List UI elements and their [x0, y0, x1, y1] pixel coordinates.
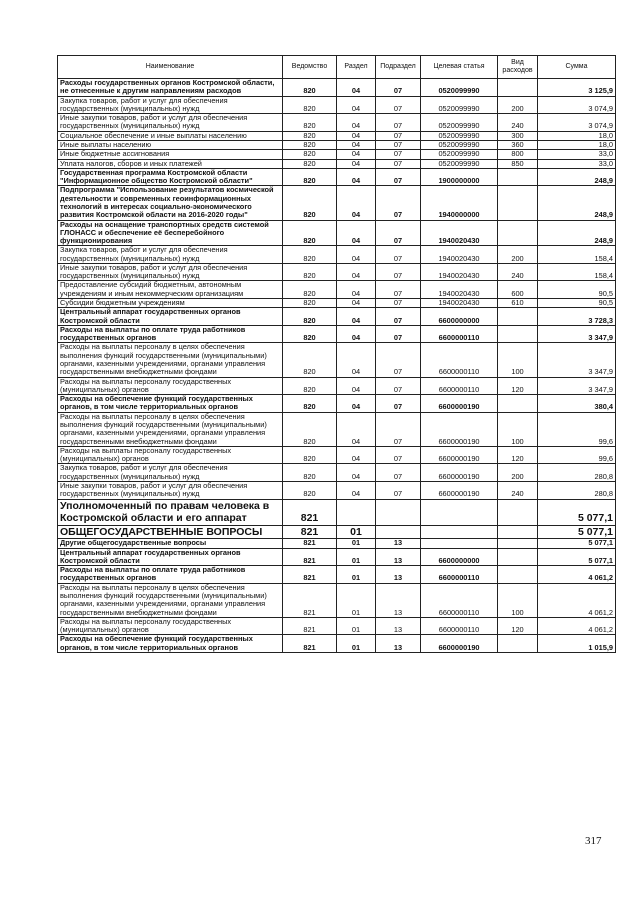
cell-subsection: 07: [376, 168, 421, 186]
cell-expense-type: 610: [498, 299, 538, 308]
cell-subsection: 07: [376, 246, 421, 264]
cell-subsection: 13: [376, 548, 421, 566]
cell-section: 01: [337, 525, 376, 539]
table-row: [58, 325, 616, 343]
cell-sum: 3 347,9: [538, 343, 616, 377]
header-department: Ведомство: [283, 56, 337, 79]
cell-subsection: 07: [376, 79, 421, 97]
table-body: [58, 79, 616, 653]
cell-department: 821: [283, 617, 337, 635]
table-row: [58, 539, 616, 548]
cell-target-item: 1940020430: [421, 281, 498, 299]
cell-expense-type: 100: [498, 343, 538, 377]
cell-name: Закупка товаров, работ и услуг для обеспечения государственных (муниципальных) нужд: [58, 464, 283, 482]
table-row: [58, 263, 616, 281]
cell-sum: 280,8: [538, 464, 616, 482]
cell-expense-type: [498, 395, 538, 413]
cell-section: 04: [337, 79, 376, 97]
cell-target-item: 6600000110: [421, 325, 498, 343]
cell-target-item: 0520099990: [421, 131, 498, 140]
cell-department: 820: [283, 246, 337, 264]
table-row: [58, 96, 616, 114]
cell-section: 01: [337, 583, 376, 617]
cell-subsection: 07: [376, 186, 421, 220]
cell-sum: 3 074,9: [538, 114, 616, 132]
cell-name: Центральный аппарат государственных органов Костромской области: [58, 308, 283, 326]
cell-expense-type: 240: [498, 263, 538, 281]
cell-section: 04: [337, 281, 376, 299]
cell-name: Расходы государственных органов Костромской области, не отнесенные к другим направлениям расходов: [58, 79, 283, 97]
header-section: Раздел: [337, 56, 376, 79]
cell-section: 04: [337, 343, 376, 377]
cell-target-item: 0520099990: [421, 79, 498, 97]
cell-name: Расходы на выплаты персоналу в целях обеспечения выполнения функций государственными (муниципальными) органами, казенными учреждениями, органами управления государственными внебюджетными фондами: [58, 412, 283, 446]
cell-subsection: 07: [376, 140, 421, 149]
cell-name: Расходы на обеспечение функций государственных органов, в том числе территориальных органов: [58, 635, 283, 653]
cell-subsection: 13: [376, 539, 421, 548]
cell-target-item: 0520099990: [421, 150, 498, 159]
cell-expense-type: [498, 499, 538, 525]
cell-department: 820: [283, 159, 337, 168]
cell-subsection: 07: [376, 299, 421, 308]
cell-name: Расходы на выплаты по оплате труда работников государственных органов: [58, 566, 283, 584]
cell-department: 820: [283, 325, 337, 343]
cell-section: 04: [337, 263, 376, 281]
cell-section: 04: [337, 140, 376, 149]
cell-department: 820: [283, 481, 337, 499]
cell-target-item: 1940020430: [421, 263, 498, 281]
cell-subsection: 13: [376, 635, 421, 653]
cell-subsection: 13: [376, 583, 421, 617]
cell-sum: 158,4: [538, 246, 616, 264]
cell-name: Расходы на выплаты персоналу в целях обеспечения выполнения функций государственными (муниципальными) органами, казенными учреждениями, органами управления государственными внебюджетными фондами: [58, 583, 283, 617]
cell-section: 04: [337, 481, 376, 499]
cell-expense-type: 100: [498, 412, 538, 446]
cell-department: 821: [283, 525, 337, 539]
cell-department: 820: [283, 131, 337, 140]
cell-section: 04: [337, 395, 376, 413]
cell-section: [337, 499, 376, 525]
cell-subsection: 07: [376, 131, 421, 140]
cell-sum: 248,9: [538, 220, 616, 246]
cell-section: 04: [337, 412, 376, 446]
cell-target-item: 6600000110: [421, 617, 498, 635]
cell-section: 04: [337, 308, 376, 326]
cell-target-item: 6600000190: [421, 481, 498, 499]
table-row: [58, 395, 616, 413]
cell-subsection: 07: [376, 220, 421, 246]
table-row: [58, 464, 616, 482]
table-row: [58, 186, 616, 220]
cell-section: 04: [337, 220, 376, 246]
cell-department: 820: [283, 412, 337, 446]
cell-sum: 380,4: [538, 395, 616, 413]
cell-expense-type: 120: [498, 617, 538, 635]
cell-name: Закупка товаров, работ и услуг для обеспечения государственных (муниципальных) нужд: [58, 96, 283, 114]
table-row: [58, 343, 616, 377]
cell-target-item: 6600000110: [421, 583, 498, 617]
cell-sum: 18,0: [538, 131, 616, 140]
cell-department: 820: [283, 395, 337, 413]
budget-table: [57, 55, 616, 653]
cell-subsection: [376, 525, 421, 539]
cell-target-item: 6600000190: [421, 446, 498, 464]
cell-sum: 99,6: [538, 412, 616, 446]
cell-department: 820: [283, 186, 337, 220]
cell-subsection: 07: [376, 308, 421, 326]
page-number: 317: [585, 835, 602, 847]
cell-expense-type: 200: [498, 246, 538, 264]
cell-subsection: 07: [376, 464, 421, 482]
cell-department: 821: [283, 499, 337, 525]
cell-subsection: 07: [376, 159, 421, 168]
cell-section: 04: [337, 159, 376, 168]
cell-subsection: 07: [376, 343, 421, 377]
cell-expense-type: [498, 566, 538, 584]
cell-name: Подпрограмма "Использование результатов космической деятельности и современных геоинформационных технологий в интересах социально-экономического развития Костромской области на 2016-2020 годы": [58, 186, 283, 220]
cell-expense-type: [498, 186, 538, 220]
cell-name: Иные закупки товаров, работ и услуг для обеспечения государственных (муниципальных) нужд: [58, 481, 283, 499]
table-row: [58, 481, 616, 499]
cell-sum: 3 125,9: [538, 79, 616, 97]
cell-target-item: 1940020430: [421, 246, 498, 264]
cell-department: 821: [283, 635, 337, 653]
cell-name: Расходы на выплаты по оплате труда работников государственных органов: [58, 325, 283, 343]
cell-name: Расходы на обеспечение функций государственных органов, в том числе территориальных органов: [58, 395, 283, 413]
cell-sum: 4 061,2: [538, 583, 616, 617]
cell-sum: 280,8: [538, 481, 616, 499]
cell-department: 820: [283, 281, 337, 299]
table-row: [58, 140, 616, 149]
cell-department: 820: [283, 263, 337, 281]
cell-section: 04: [337, 246, 376, 264]
cell-expense-type: [498, 220, 538, 246]
cell-expense-type: [498, 168, 538, 186]
cell-section: 04: [337, 299, 376, 308]
cell-target-item: [421, 539, 498, 548]
cell-sum: 3 347,9: [538, 325, 616, 343]
cell-name: Центральный аппарат государственных органов Костромской области: [58, 548, 283, 566]
table-row: [58, 566, 616, 584]
cell-expense-type: [498, 548, 538, 566]
cell-name: ОБЩЕГОСУДАРСТВЕННЫЕ ВОПРОСЫ: [58, 525, 283, 539]
cell-expense-type: 240: [498, 114, 538, 132]
cell-department: 820: [283, 79, 337, 97]
cell-target-item: [421, 525, 498, 539]
cell-expense-type: 600: [498, 281, 538, 299]
cell-expense-type: 360: [498, 140, 538, 149]
cell-name: Иные бюджетные ассигнования: [58, 150, 283, 159]
cell-department: 820: [283, 140, 337, 149]
table-row: [58, 220, 616, 246]
cell-sum: 4 061,2: [538, 566, 616, 584]
cell-sum: 4 061,2: [538, 617, 616, 635]
cell-subsection: 07: [376, 412, 421, 446]
cell-section: 01: [337, 539, 376, 548]
cell-sum: 33,0: [538, 150, 616, 159]
cell-name: Уплата налогов, сборов и иных платежей: [58, 159, 283, 168]
cell-subsection: 07: [376, 281, 421, 299]
cell-section: 01: [337, 548, 376, 566]
cell-section: 04: [337, 464, 376, 482]
cell-department: 820: [283, 114, 337, 132]
cell-target-item: 6600000190: [421, 395, 498, 413]
cell-sum: 248,9: [538, 168, 616, 186]
cell-target-item: 1940020430: [421, 299, 498, 308]
table-row: [58, 548, 616, 566]
cell-sum: 90,5: [538, 281, 616, 299]
cell-target-item: 0520099990: [421, 114, 498, 132]
cell-subsection: 13: [376, 617, 421, 635]
cell-section: 04: [337, 168, 376, 186]
cell-department: 820: [283, 377, 337, 395]
table-row: [58, 308, 616, 326]
table-row: [58, 246, 616, 264]
cell-section: 01: [337, 617, 376, 635]
cell-department: 820: [283, 168, 337, 186]
cell-sum: 158,4: [538, 263, 616, 281]
cell-sum: 5 077,1: [538, 548, 616, 566]
table-row: [58, 377, 616, 395]
cell-expense-type: [498, 308, 538, 326]
cell-name: Предоставление субсидий бюджетным, автономным учреждениям и иным некоммерческим организациям: [58, 281, 283, 299]
table-header-row: [58, 56, 616, 79]
cell-subsection: 13: [376, 566, 421, 584]
cell-subsection: 07: [376, 96, 421, 114]
cell-name: Расходы на выплаты персоналу государственных (муниципальных) органов: [58, 446, 283, 464]
cell-subsection: 07: [376, 481, 421, 499]
table-row: [58, 131, 616, 140]
cell-department: 820: [283, 220, 337, 246]
header-subsection: Подраздел: [376, 56, 421, 79]
cell-sum: 5 077,1: [538, 525, 616, 539]
cell-expense-type: [498, 525, 538, 539]
cell-subsection: 07: [376, 114, 421, 132]
cell-target-item: 6600000110: [421, 566, 498, 584]
cell-section: 01: [337, 635, 376, 653]
cell-subsection: 07: [376, 395, 421, 413]
table-row: [58, 499, 616, 525]
cell-department: 820: [283, 308, 337, 326]
table-row: [58, 583, 616, 617]
cell-section: 04: [337, 96, 376, 114]
cell-target-item: 0520099990: [421, 140, 498, 149]
cell-target-item: 6600000190: [421, 464, 498, 482]
cell-sum: 5 077,1: [538, 539, 616, 548]
cell-name: Другие общегосударственные вопросы: [58, 539, 283, 548]
cell-name: Иные закупки товаров, работ и услуг для обеспечения государственных (муниципальных) нужд: [58, 114, 283, 132]
cell-expense-type: 850: [498, 159, 538, 168]
table-row: [58, 525, 616, 539]
cell-department: 821: [283, 548, 337, 566]
table-row: [58, 446, 616, 464]
cell-section: 04: [337, 114, 376, 132]
cell-section: 04: [337, 150, 376, 159]
cell-sum: 3 347,9: [538, 377, 616, 395]
cell-sum: 90,5: [538, 299, 616, 308]
cell-subsection: 07: [376, 377, 421, 395]
table-row: [58, 299, 616, 308]
header-expense-type: Вид расходов: [498, 56, 538, 79]
cell-target-item: [421, 499, 498, 525]
cell-subsection: [376, 499, 421, 525]
cell-expense-type: 100: [498, 583, 538, 617]
cell-sum: 5 077,1: [538, 499, 616, 525]
table-row: [58, 617, 616, 635]
cell-target-item: 6600000190: [421, 412, 498, 446]
cell-section: 04: [337, 186, 376, 220]
cell-expense-type: [498, 539, 538, 548]
cell-sum: 1 015,9: [538, 635, 616, 653]
table-row: [58, 114, 616, 132]
cell-target-item: 6600000000: [421, 548, 498, 566]
cell-name: Расходы на оснащение транспортных средств системой ГЛОНАСС и обеспечение её бесперебойного функционирования: [58, 220, 283, 246]
cell-name: Социальное обеспечение и иные выплаты населению: [58, 131, 283, 140]
cell-target-item: 6600000110: [421, 377, 498, 395]
cell-subsection: 07: [376, 150, 421, 159]
cell-subsection: 07: [376, 325, 421, 343]
cell-sum: 3 074,9: [538, 96, 616, 114]
cell-department: 820: [283, 150, 337, 159]
table-row: [58, 79, 616, 97]
cell-expense-type: 200: [498, 96, 538, 114]
cell-name: Субсидии бюджетным учреждениям: [58, 299, 283, 308]
cell-target-item: 0520099990: [421, 96, 498, 114]
cell-expense-type: [498, 635, 538, 653]
cell-subsection: 07: [376, 446, 421, 464]
cell-expense-type: 120: [498, 377, 538, 395]
cell-name: Расходы на выплаты персоналу государственных (муниципальных) органов: [58, 377, 283, 395]
table-row: [58, 281, 616, 299]
cell-sum: 3 728,3: [538, 308, 616, 326]
cell-name: Расходы на выплаты персоналу государственных (муниципальных) органов: [58, 617, 283, 635]
cell-name: Закупка товаров, работ и услуг для обеспечения государственных (муниципальных) нужд: [58, 246, 283, 264]
cell-name: Уполномоченный по правам человека в Костромской области и его аппарат: [58, 499, 283, 525]
cell-section: 01: [337, 566, 376, 584]
cell-target-item: 1940000000: [421, 186, 498, 220]
cell-target-item: 6600000110: [421, 343, 498, 377]
cell-name: Иные закупки товаров, работ и услуг для обеспечения государственных (муниципальных) нужд: [58, 263, 283, 281]
cell-department: 820: [283, 343, 337, 377]
table-row: [58, 150, 616, 159]
cell-section: 04: [337, 446, 376, 464]
table-row: [58, 412, 616, 446]
cell-expense-type: 200: [498, 464, 538, 482]
cell-expense-type: 300: [498, 131, 538, 140]
cell-sum: 33,0: [538, 159, 616, 168]
table-row: [58, 635, 616, 653]
cell-name: Расходы на выплаты персоналу в целях обеспечения выполнения функций государственными (муниципальными) органами, казенными учреждениями, органами управления государственными внебюджетными фондами: [58, 343, 283, 377]
cell-subsection: 07: [376, 263, 421, 281]
cell-expense-type: 800: [498, 150, 538, 159]
table-row: [58, 168, 616, 186]
cell-department: 820: [283, 96, 337, 114]
header-name: Наименование: [58, 56, 283, 79]
header-sum: Сумма: [538, 56, 616, 79]
cell-target-item: 6600000190: [421, 635, 498, 653]
cell-department: 820: [283, 446, 337, 464]
cell-sum: 248,9: [538, 186, 616, 220]
cell-sum: 18,0: [538, 140, 616, 149]
cell-target-item: 1940020430: [421, 220, 498, 246]
cell-target-item: 0520099990: [421, 159, 498, 168]
cell-department: 820: [283, 299, 337, 308]
cell-target-item: 1900000000: [421, 168, 498, 186]
header-target-item: Целевая статья: [421, 56, 498, 79]
cell-expense-type: [498, 325, 538, 343]
cell-sum: 99,6: [538, 446, 616, 464]
cell-department: 820: [283, 464, 337, 482]
table-row: [58, 159, 616, 168]
cell-section: 04: [337, 131, 376, 140]
cell-department: 821: [283, 583, 337, 617]
cell-expense-type: [498, 79, 538, 97]
cell-expense-type: 240: [498, 481, 538, 499]
cell-name: Государственная программа Костромской области "Информационное общество Костромской области": [58, 168, 283, 186]
cell-expense-type: 120: [498, 446, 538, 464]
cell-name: Иные выплаты населению: [58, 140, 283, 149]
cell-department: 821: [283, 566, 337, 584]
cell-target-item: 6600000000: [421, 308, 498, 326]
cell-section: 04: [337, 377, 376, 395]
cell-section: 04: [337, 325, 376, 343]
cell-department: 821: [283, 539, 337, 548]
